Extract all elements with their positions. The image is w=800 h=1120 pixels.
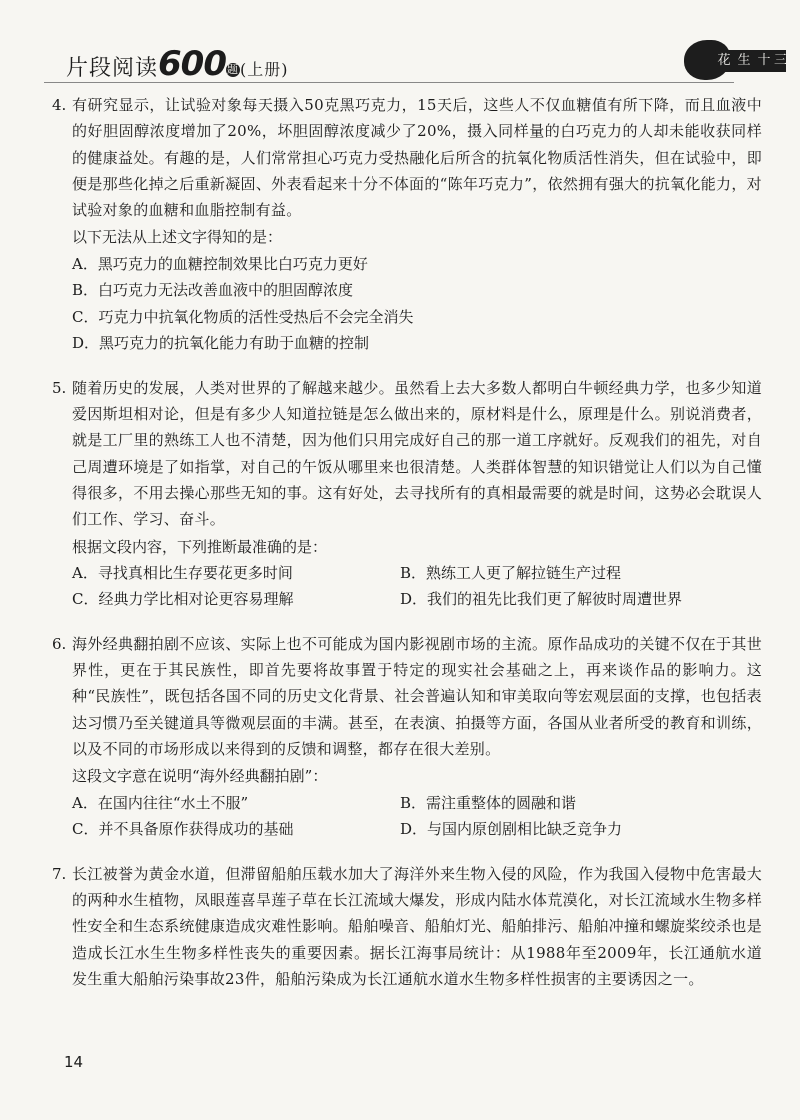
logo-char: 生 <box>734 50 754 72</box>
logo-char: 三 <box>774 50 786 72</box>
option-b[interactable]: B．白巧克力无法改善血液中的胆固醇浓度 <box>72 281 354 300</box>
question-number: 5. <box>52 378 67 397</box>
question <box>52 92 762 357</box>
option-a[interactable]: A．在国内往往“水土不服” <box>72 793 249 812</box>
question-stem: 以下无法从上述文字得知的是： <box>72 228 283 247</box>
volume-label: (上册) <box>240 60 289 79</box>
option-a[interactable]: A．寻找真相比生存要花更多时间 <box>72 563 293 582</box>
option-list <box>72 560 762 613</box>
title-prefix: 片段阅读 <box>66 56 159 81</box>
question-stem: 这段文字意在说明“海外经典翻拍剧”： <box>72 767 328 786</box>
option-d[interactable]: D．黑巧克力的抗氧化能力有助于血糖的控制 <box>72 334 370 353</box>
question-paragraph: 长江被誉为黄金水道，但滞留船舶压载水加大了海洋外来生物入侵的风险，作为我国入侵物中危害最大的两种水生植物，凤眼莲喜旱莲子草在长江流域大爆发，形成内陆水体荒漠化，对长江流域水生物多样性安全和生态系统健康造成灾难性影响。船舶噪音、船舶灯光、船舶排污、船舶冲撞和螺旋桨绞杀也是造成长江水生生物多样性丧失的重要因素。据长江海事局统计：从1988年至2009年，长江通航水道发生重大船舶污染事故23件，船舶污染成为长江通航水道水生物多样性损害的主要诱因之一。 <box>72 864 762 988</box>
publisher-logo <box>684 40 788 80</box>
option-a[interactable]: A．黑巧克力的血糖控制效果比白巧克力更好 <box>72 254 368 273</box>
question <box>52 861 762 992</box>
option-list <box>72 790 762 843</box>
page-number: 14 <box>64 1053 84 1071</box>
option-c[interactable]: C．并不具备原作获得成功的基础 <box>72 820 294 839</box>
question-paragraph: 有研究显示，让试验对象每天摄入50克黑巧克力，15天后，这些人不仅血糖值有所下降，而且血液中的好胆固醇浓度增加了20%，坏胆固醇浓度减少了20%，摄入同样量的白巧克力的人却未能收获同样的健康益处。有趣的是，人们常常担心巧克力受热融化后所含的抗氧化物质活性消失，但在试验中，即便是那些化掉之后重新凝固、外表看起来十分不体面的“陈年巧克力”，依然拥有强大的抗氧化能力，对试验对象的血糖和血脂控制有益。 <box>72 96 762 220</box>
title-suffix: 题 <box>227 63 239 76</box>
question-paragraph: 海外经典翻拍剧不应该、实际上也不可能成为国内影视剧市场的主流。原作品成功的关键不仅在于其世界性，更在于其民族性，即首先要将故事置于特定的现实社会基础之上，再来谈作品的影响力。这种“民族性”，既包括各国不同的历史文化背景、社会普遍认知和审美取向等宏观层面的支撑，也包括表达习惯乃至关键道具等微观层面的丰满。甚至，在表演、拍摄等方面，各国从业者所受的教育和训练，以及不同的市场形成以来得到的反馈和调整，都存在很大差别。 <box>72 634 762 759</box>
logo-char: 花 <box>714 50 734 72</box>
question-number: 7. <box>52 864 67 883</box>
logo-char: 十 <box>754 50 774 72</box>
question <box>52 631 762 843</box>
option-list <box>72 251 762 357</box>
header-rule <box>44 82 734 83</box>
question-paragraph: 随着历史的发展，人类对世界的了解越来越少。虽然看上去大多数人都明白牛顿经典力学，也多少知道爱因斯坦相对论，但是有多少人知道拉链是怎么做出来的，原材料是什么，原理是什么。别说消费者，就是工厂里的熟练工人也不清楚，因为他们只用完成好自己的那一道工序就好。反观我们的祖先，对自己周遭环境是了如指掌，对自己的午饭从哪里来也很清楚。人类群体智慧的知识错觉让人们以为自己懂得很多，不用去操心那些无知的事。这有好处，去寻找所有的真相最需要的就是时间，这势必会耽误人们工作、学习、奋斗。 <box>72 378 762 529</box>
option-d[interactable]: D．我们的祖先比我们更了解彼时周遭世界 <box>400 590 683 609</box>
question <box>52 375 762 613</box>
option-c[interactable]: C．经典力学比相对论更容易理解 <box>72 590 294 609</box>
question-stem: 根据文段内容，下列推断最准确的是： <box>72 537 328 556</box>
option-b[interactable]: B．熟练工人更了解拉链生产过程 <box>400 563 622 582</box>
book-title <box>66 44 289 84</box>
option-b[interactable]: B．需注重整体的圆融和谐 <box>400 793 577 812</box>
option-c[interactable]: C．巧克力中抗氧化物质的活性受热后不会完全消失 <box>72 307 414 326</box>
question-list <box>52 92 762 1010</box>
title-number: 600 <box>158 44 226 84</box>
question-number: 4. <box>52 96 67 114</box>
option-d[interactable]: D．与国内原创剧相比缺乏竞争力 <box>400 820 623 839</box>
question-number: 6. <box>52 634 67 653</box>
